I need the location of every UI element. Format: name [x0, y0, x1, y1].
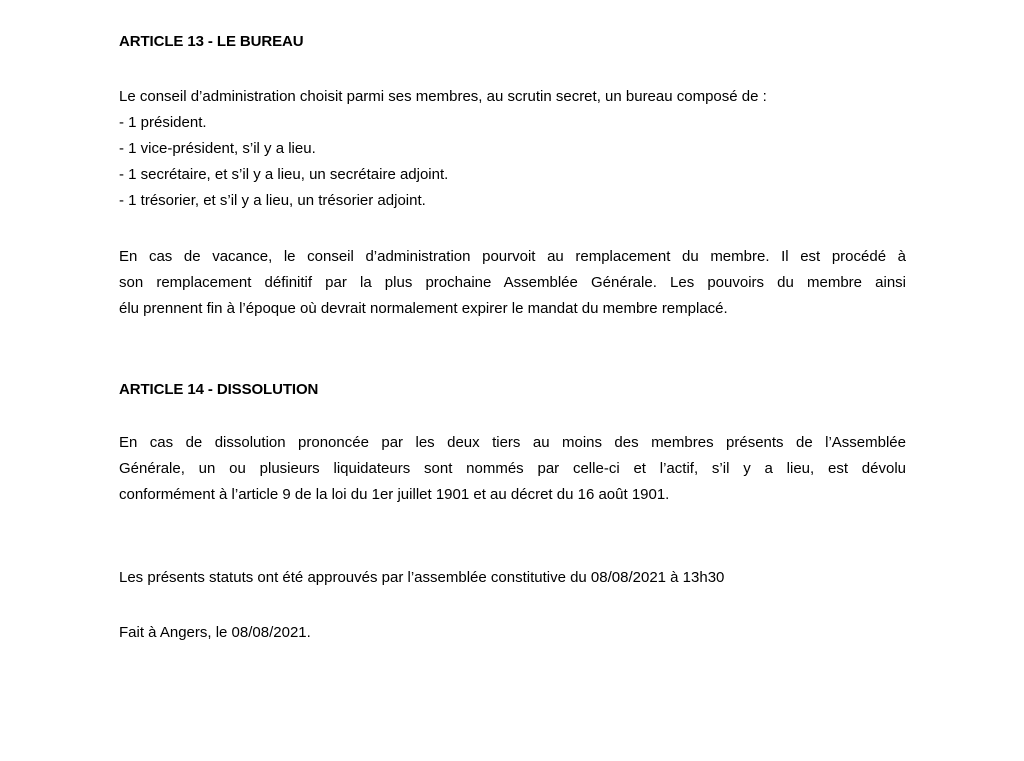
- article-14-heading: ARTICLE 14 - DISSOLUTION: [119, 381, 319, 398]
- signature-place-date: Fait à Angers, le 08/08/2021.: [119, 624, 311, 641]
- article-13-intro: Le conseil d’administration choisit parmi ses membres, au scrutin secret, un bureau composé de :: [119, 88, 767, 105]
- article-13-intro-block: [119, 84, 906, 214]
- bureau-item-vice-president: - 1 vice-président, s’il y a lieu.: [119, 140, 316, 157]
- approval-statement: Les présents statuts ont été approuvés par l’assemblée constitutive du 08/08/2021 à 13h30: [119, 569, 725, 586]
- dissolution-line-1: En cas de dissolution prononcée par les deux tiers au moins des membres présents de l’Assemblée: [119, 434, 906, 451]
- bureau-item-treasurer: - 1 trésorier, et s’il y a lieu, un trésorier adjoint.: [119, 192, 426, 209]
- vacancy-line-3: élu prennent fin à l’époque où devrait normalement expirer le mandat du membre remplacé.: [119, 300, 728, 317]
- bureau-item-secretary: - 1 secrétaire, et s’il y a lieu, un secrétaire adjoint.: [119, 166, 449, 183]
- signature-place-date-block: [119, 620, 906, 646]
- article-13-heading: ARTICLE 13 - LE BUREAU: [119, 33, 304, 50]
- article-13-vacancy-paragraph: [119, 244, 906, 322]
- article-13-heading-block: [119, 32, 906, 52]
- dissolution-line-3: conformément à l’article 9 de la loi du 1er juillet 1901 et au décret du 16 août 1901.: [119, 486, 670, 503]
- vacancy-line-1: En cas de vacance, le conseil d’administration pourvoit au remplacement du membre. Il est procédé à: [119, 248, 906, 265]
- bureau-item-president: - 1 président.: [119, 114, 207, 131]
- vacancy-line-2: son remplacement définitif par la plus prochaine Assemblée Générale. Les pouvoirs du membre ainsi: [119, 274, 906, 291]
- dissolution-line-2: Générale, un ou plusieurs liquidateurs sont nommés par celle-ci et l’actif, s’il y a lieu, est dévolu: [119, 460, 906, 477]
- article-14-body-paragraph: [119, 430, 906, 508]
- approval-statement-block: [119, 565, 906, 591]
- article-14-heading-block: [119, 380, 906, 400]
